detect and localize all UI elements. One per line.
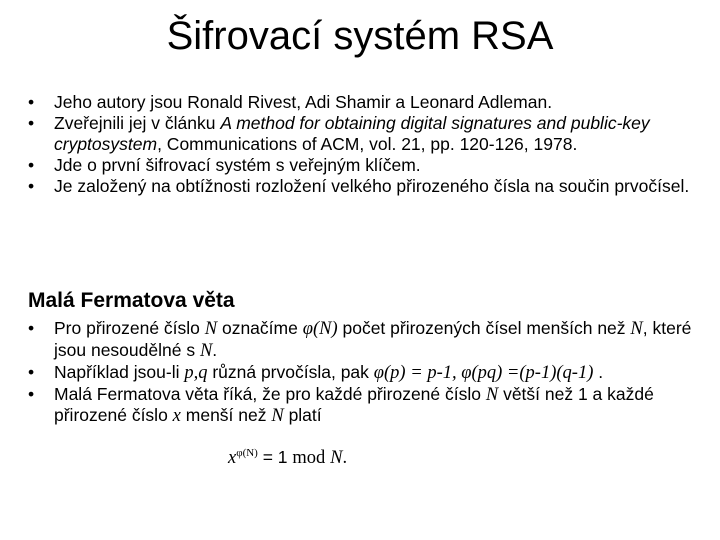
math-symbol: φ(N)	[302, 319, 338, 339]
math-symbol: x	[172, 406, 181, 426]
fermat-list	[28, 318, 696, 427]
math-symbol: N	[485, 384, 499, 405]
math-symbol: N	[204, 319, 218, 339]
formula-exponent: φ(N)	[236, 447, 258, 459]
fermat-formula	[228, 442, 347, 469]
bullet-text: menší než	[180, 405, 272, 425]
formula-equals: = 1	[257, 447, 293, 467]
formula-modulus: N	[330, 448, 343, 468]
bullet-text: Malá Fermatova věta říká, že pro každé přirozené číslo	[54, 383, 486, 404]
intro-list	[28, 92, 696, 197]
bullet-text: Například jsou-li	[54, 361, 185, 382]
math-symbol: N	[271, 406, 284, 426]
list-item	[28, 318, 696, 361]
bullet-text: označíme	[217, 318, 303, 338]
bullet-text: .	[212, 339, 218, 360]
list-item	[28, 176, 696, 197]
list-item	[28, 92, 696, 113]
list-item	[28, 362, 696, 384]
article-title: A method for obtaining digital signatures and public-key cryptosystem	[54, 113, 650, 154]
section-heading: Malá Fermatova věta	[28, 289, 235, 312]
math-symbol: N	[199, 340, 213, 361]
formula-base: x	[228, 448, 237, 468]
math-expression: φ(p) = p-1, φ(pq) =(p-1)(q-1)	[373, 362, 594, 383]
math-symbol: p,q	[184, 362, 208, 383]
math-symbol: N	[630, 319, 643, 339]
bullet-text: , Communications of ACM, vol. 21, pp. 120-126, 1978.	[157, 133, 578, 154]
bullet-text: Jde o první šifrovací systém s veřejným klíčem.	[54, 154, 421, 175]
bullet-text: Zveřejnili jej v článku	[54, 113, 221, 133]
formula-mod: mod	[292, 448, 326, 468]
bullet-text: Je založený na obtížnosti rozložení velkého přirozeného čísla na součin prvočísel.	[54, 175, 690, 196]
bullet-text: , které jsou nesoudělné s	[54, 318, 692, 360]
bullet-text: různá prvočísla, pak	[207, 361, 374, 382]
slide-title: Šifrovací systém RSA	[166, 14, 554, 58]
bullet-text: počet přirozených čísel menších než	[337, 318, 631, 338]
formula-period: .	[342, 448, 348, 468]
bullet-text: Pro přirozené číslo	[54, 318, 205, 338]
bullet-text: platí	[283, 405, 322, 425]
bullet-text: Jeho autory jsou Ronald Rivest, Adi Shamir a Leonard Adleman.	[54, 92, 553, 112]
bullet-text: .	[593, 361, 604, 382]
list-item	[28, 113, 696, 154]
bullet-text: větší než 1 a každé přirozené číslo	[54, 383, 654, 425]
list-item	[28, 155, 696, 176]
list-item	[28, 384, 696, 427]
